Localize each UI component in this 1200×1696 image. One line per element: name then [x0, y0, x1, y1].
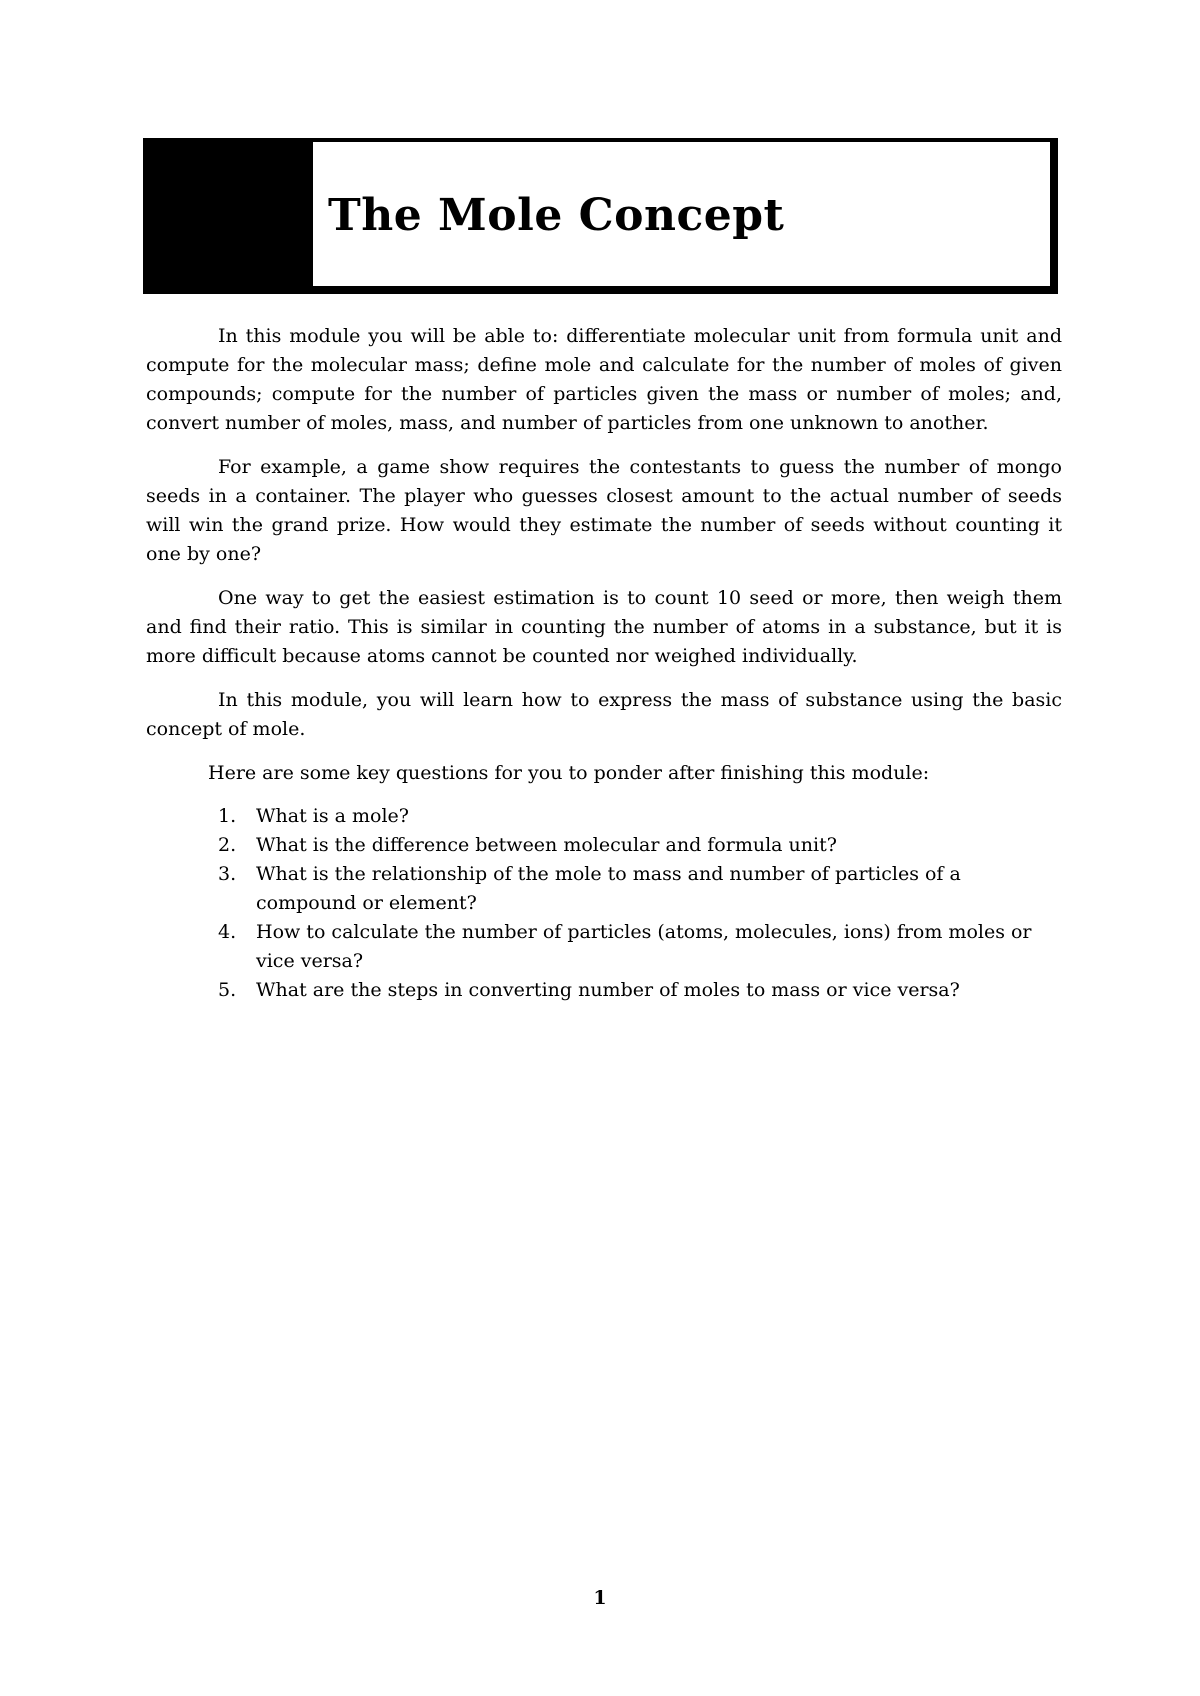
key-questions-list: [146, 802, 1062, 1005]
page-title: The Mole Concept: [328, 190, 785, 241]
list-item: [146, 831, 1062, 860]
questions-lead: Here are some key questions for you to ponder after finishing this module:: [208, 762, 930, 784]
module-content: [146, 322, 1062, 1005]
list-item-number: 4.: [218, 921, 237, 943]
list-item-text: What are the steps in converting number of moles to mass or vice versa?: [256, 979, 960, 1001]
list-item: [146, 918, 1062, 976]
list-item-number: 1.: [218, 805, 237, 827]
list-item-number: 2.: [218, 834, 237, 856]
list-item-text: What is the relationship of the mole to mass and number of particles of a compound or element?: [256, 863, 961, 914]
list-item-number: 3.: [218, 863, 237, 885]
estimation-paragraph: One way to get the easiest estimation is to count 10 seed or more, then weigh them and find their ratio. This is similar in counting the number of atoms in a substance, but it is more difficult because atoms cannot be counted nor weighed individually.: [146, 587, 1062, 667]
title-banner: [143, 138, 1058, 294]
list-item-text: What is the difference between molecular and formula unit?: [256, 834, 837, 856]
learning-paragraph: In this module, you will learn how to express the mass of substance using the basic concept of mole.: [146, 689, 1062, 740]
list-item-text: How to calculate the number of particles (atoms, molecules, ions) from moles or vice versa?: [256, 921, 1032, 972]
list-item-text: What is a mole?: [256, 805, 409, 827]
title-black-block: [143, 138, 313, 294]
list-item: [146, 976, 1062, 1005]
example-paragraph: For example, a game show requires the contestants to guess the number of mongo seeds in a container. The player who guesses closest amount to the actual number of seeds will win the grand prize. How would they estimate the number of seeds without counting it one by one?: [146, 456, 1062, 565]
intro-paragraph: In this module you will be able to: differentiate molecular unit from formula unit and compute for the molecular mass; define mole and calculate for the number of moles of given compounds; compute for the number of particles given the mass or number of moles; and, convert number of moles, mass, and number of particles from one unknown to another.: [146, 325, 1062, 434]
list-item: [146, 860, 1062, 918]
page-number: 1: [593, 1587, 607, 1609]
list-item: [146, 802, 1062, 831]
list-item-number: 5.: [218, 979, 237, 1001]
